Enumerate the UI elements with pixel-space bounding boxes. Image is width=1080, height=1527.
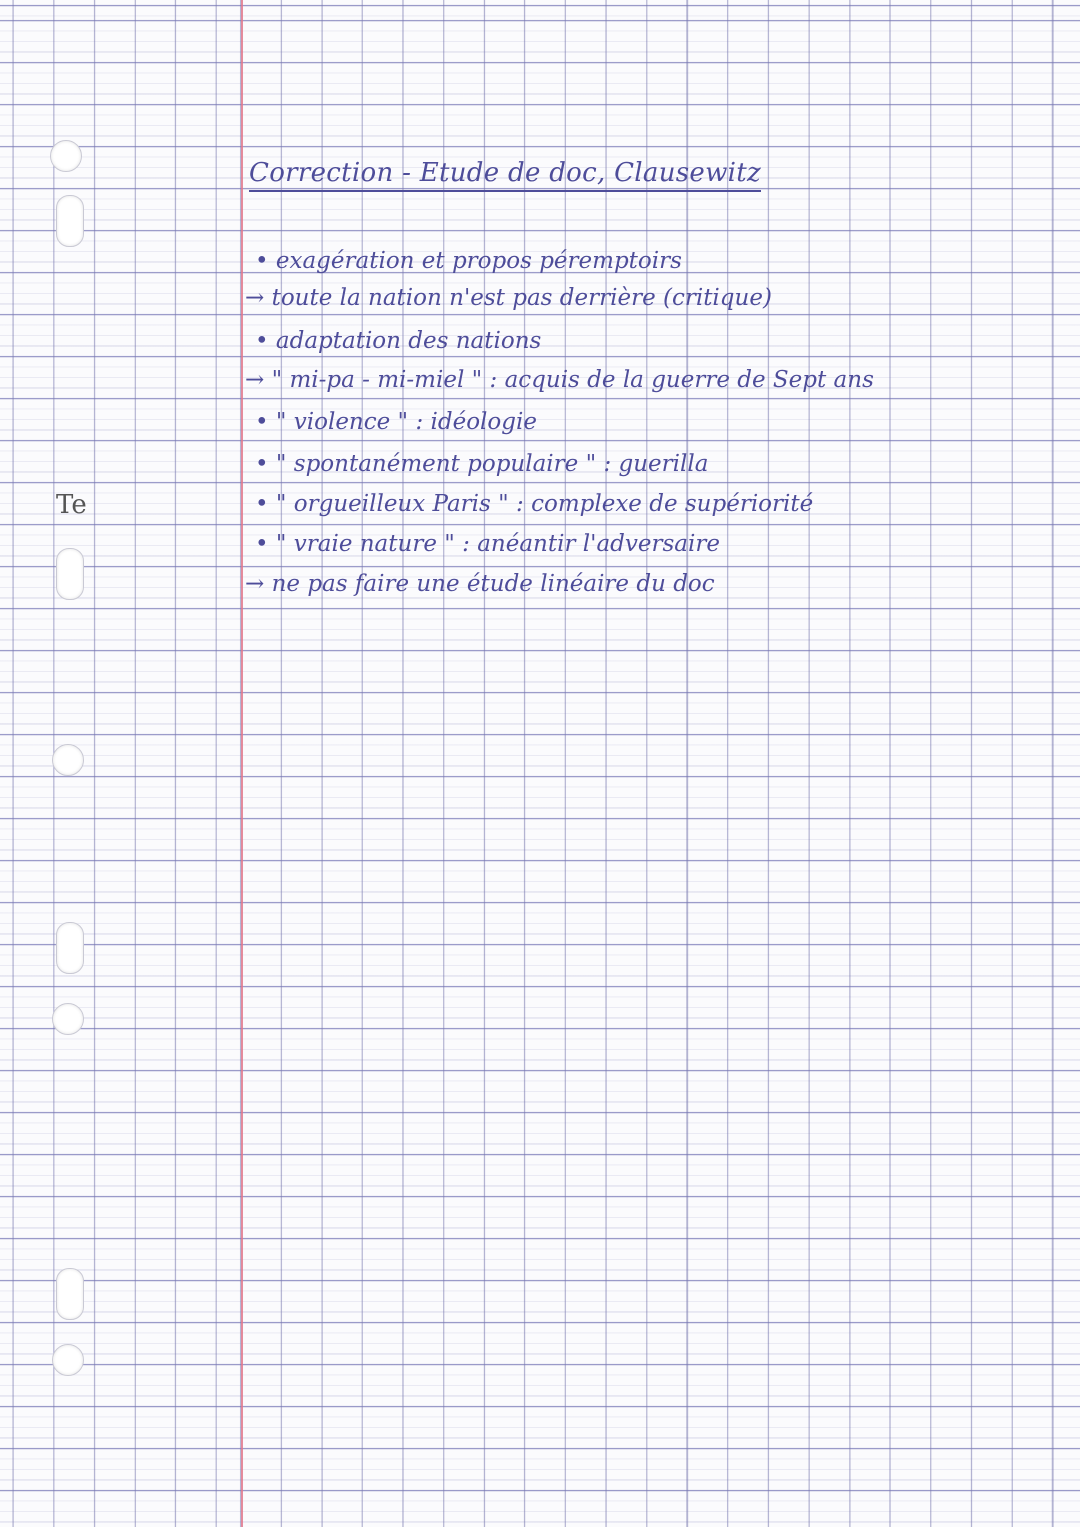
binder-hole: [56, 922, 84, 974]
binder-hole: [52, 744, 84, 776]
note-line: • " vraie nature " : anéantir l'adversaire: [255, 531, 720, 557]
note-line: • exagération et propos péremptoirs: [255, 248, 682, 274]
margin-line: [241, 0, 243, 1527]
binder-hole: [56, 548, 84, 600]
note-line: → ne pas faire une étude linéaire du doc: [245, 571, 715, 597]
binder-hole: [56, 195, 84, 247]
note-line: • adaptation des nations: [255, 328, 542, 354]
note-line: → toute la nation n'est pas derrière (critique): [245, 285, 772, 311]
note-line: → " mi-pa - mi-miel " : acquis de la guerre de Sept ans: [245, 367, 874, 393]
note-line: • " orgueilleux Paris " : complexe de supériorité: [255, 491, 814, 517]
note-line: • " violence " : idéologie: [255, 409, 537, 435]
binder-hole: [56, 1268, 84, 1320]
binder-hole: [50, 140, 82, 172]
binder-hole: [52, 1003, 84, 1035]
margin-mark: Te: [56, 490, 87, 520]
note-line: • " spontanément populaire " : guerilla: [255, 451, 709, 477]
page-title: Correction - Etude de doc, Clausewitz: [249, 158, 761, 192]
binder-hole: [52, 1344, 84, 1376]
